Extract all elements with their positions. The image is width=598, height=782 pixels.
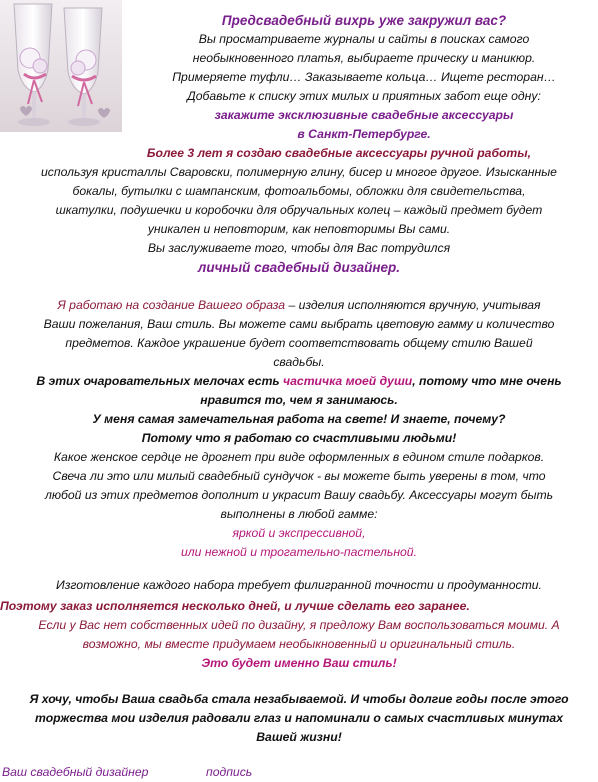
experience-line: Более 3 лет я создаю свадебные аксессуары ручной работы, xyxy=(146,146,532,160)
ideas-line: Если у Вас нет собственных идей по дизайну, я предложу Вам воспользоваться моими. А xyxy=(38,618,560,632)
heart-line: любой из этих предметов дополнит и украсит Вашу свадьбу. Аксессуары могут быть xyxy=(44,488,554,502)
materials-line: шкатулки, подушечки и коробочки для обручальных колец – каждый предмет будет xyxy=(55,203,543,217)
happy-people-line: Потому что я работаю со счастливыми людьми! xyxy=(141,431,457,445)
image-work-rest: – изделия исполняются вручную, учитывая xyxy=(285,298,541,312)
soul-line xyxy=(0,372,598,391)
soul-post: , потому что мне очень xyxy=(412,374,562,388)
wish-line: Вашей жизни! xyxy=(256,730,342,744)
image-work-line: свадьбы. xyxy=(273,355,325,369)
image-work-line xyxy=(0,296,598,315)
wish-line: Я хочу, чтобы Ваша свадьба стала незабываемой. И чтобы долгие годы после этого xyxy=(29,692,569,706)
wish-line: торжества мои изделия радовали глаз и напоминали о самых счастливых минутах xyxy=(35,711,563,725)
materials-line: используя кристаллы Сваровски, полимерную глину, бисер и многое другое. Изысканные xyxy=(41,165,557,179)
heart-line: Какое женское сердце не дрогнет при виде оформленных в едином стиле подарков. xyxy=(53,450,545,464)
advance-line: Поэтому заказ исполняется несколько дней, и лучше сделать его заранее. xyxy=(0,599,470,613)
materials-line: бокалы, бутылки с шампанским, фотоальбомы, обложки для свидетельства, xyxy=(72,184,526,198)
signature-label: подпись xyxy=(206,765,253,779)
soul-pre: В этих очаровательных мелочах есть xyxy=(36,374,284,388)
materials-line: Вы заслуживаете того, чтобы для Вас потрудился xyxy=(147,241,451,255)
image-work-line: предметов. Каждое украшение будет соответствовать общему стилю Вашей xyxy=(65,336,533,350)
page-title: Предсвадебный вихрь уже закружил вас? xyxy=(221,13,507,28)
order-city: в Санкт-Петербурге. xyxy=(297,127,431,141)
order-accessories: закажите эксклюзивные свадебные аксессуары xyxy=(214,108,514,122)
soul-highlight: частичка моей души xyxy=(283,374,413,388)
intro-line: Примеряете туфли… Заказываете кольца… Ищете ресторан… xyxy=(172,70,556,84)
wedding-glasses-photo xyxy=(0,0,122,132)
signature-role: Ваш свадебный дизайнер xyxy=(2,765,149,779)
your-style-line: Это будет именно Ваш стиль! xyxy=(201,656,397,670)
image-work-line: Ваши пожелания, Ваш стиль. Вы можете сами выбрать цветовую гамму и количество xyxy=(43,317,555,331)
style-bright: яркой и экспрессивной, xyxy=(232,526,366,540)
heart-line: Свеча ли это или милый свадебный сундучок - вы можете быть уверены в том, что xyxy=(52,469,546,483)
intro-line: необыкновенного платья, выбираете прическу и маникюр. xyxy=(192,51,536,65)
intro-line: Добавьте к списку этих милых и приятных забот еще одну: xyxy=(187,89,541,103)
designer-tagline: личный свадебный дизайнер. xyxy=(197,260,401,275)
best-work-line: У меня самая замечательная работа на свете! И знаете, почему? xyxy=(92,412,506,426)
style-gentle: или нежной и трогательно-пастельной. xyxy=(181,545,417,559)
heart-line: выполнены в любой гамме: xyxy=(220,507,378,521)
precision-line: Изготовление каждого набора требует филигранной точности и продуманности. xyxy=(56,578,542,592)
image-work-lead: Я работаю на создание Вашего образа xyxy=(57,298,286,312)
intro-line: Вы просматриваете журналы и сайты в поисках самого xyxy=(198,32,530,46)
materials-line: уникален и неповторим, как неповторимы Вы сами. xyxy=(147,222,451,236)
soul-line-2: нравится то, чем я занимаюсь. xyxy=(200,393,398,407)
ideas-line: возможно, мы вместе придумаем необыкновенный и оригинальный стиль. xyxy=(82,637,516,651)
